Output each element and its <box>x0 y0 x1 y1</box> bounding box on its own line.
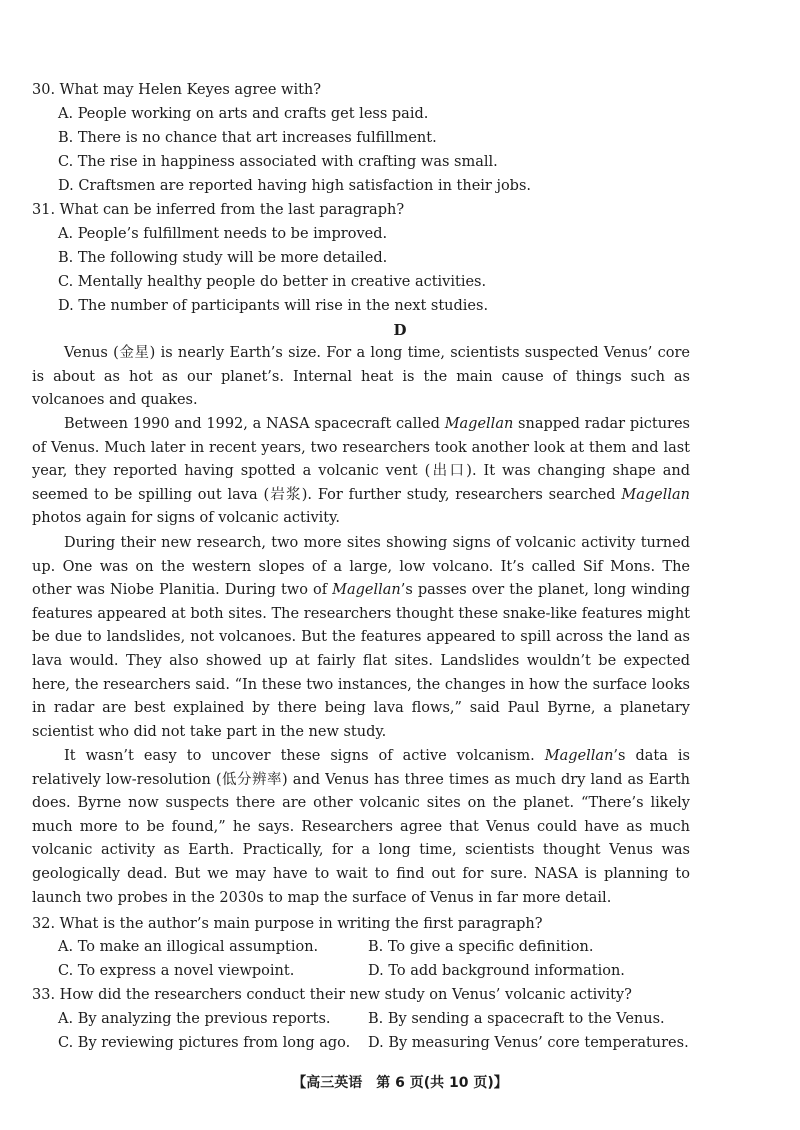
p4-italic-1: Magellan <box>544 748 614 764</box>
p2-italic-2: Magellan <box>621 486 690 503</box>
p2-text-2: snapped radar pictures of Venus. Much later in recent years, two researchers took another look at them and last year, they reported having spotted a volcanic vent (出口). It was changing shape and seemed to be spilling out lava (岩浆). For further study, researchers searched <box>32 416 690 503</box>
p4-text-1: It wasn’t easy to uncover these signs of active volcanism. <box>64 748 545 764</box>
section-title: D <box>393 321 407 339</box>
question-31-stem: 31. What can be inferred from the last paragraph? <box>32 202 405 218</box>
question-32-option-c: C. To express a novel viewpoint. <box>58 963 295 979</box>
question-30-stem: 30. What may Helen Keyes agree with? <box>32 82 322 98</box>
question-33-option-d: D. By measuring Venus’ core temperatures. <box>368 1035 689 1051</box>
question-31-option-c: C. Mentally healthy people do better in creative activities. <box>58 274 487 290</box>
question-30-option-b: B. There is no chance that art increases fulfillment. <box>58 130 437 146</box>
question-32-option-b: B. To give a specific definition. <box>368 939 594 955</box>
passage-paragraph-2 <box>32 413 690 531</box>
question-33-option-c: C. By reviewing pictures from long ago. <box>58 1035 351 1051</box>
p3-italic-1: Magellan <box>332 582 401 599</box>
question-32-option-a: A. To make an illogical assumption. <box>58 939 319 955</box>
p3-text-2: ’s passes over the planet, long winding features appeared at both sites. The researchers thought these snake-like features might be due to landslides, not volcanoes. But the features appeared to spill across the land as lava would. They also showed up at fairly flat sites. Landslides wouldn’t be expected here, the researchers said. “In these two instances, the changes in how the surface looks in radar are best explained by there being lava flows,” said Paul Byrne, a planetary scientist who did not take part in the new study. <box>32 582 690 740</box>
p2-text-1: Between 1990 and 1992, a NASA spacecraft called <box>64 416 445 432</box>
question-30-option-c: C. The rise in happiness associated with crafting was small. <box>58 154 498 170</box>
p4-text-2: ’s data is relatively low-resolution (低分辨率) and Venus has three times as much dry land as Earth does. Byrne now suspects there are other volcanic sites on the planet. “There’s likely much more to be found,” he says. Researchers agree that Venus could have as much volcanic activity as Earth. Practically, for a long time, scientists thought Venus was geologically dead. But we may have to wait to find out for sure. NASA is planning to launch two probes in the 2030s to map the surface of Venus in far more detail. <box>32 748 690 906</box>
question-33-option-a: A. By analyzing the previous reports. <box>58 1011 331 1027</box>
p2-text-3: photos again for signs of volcanic activity. <box>32 510 340 527</box>
question-32-stem: 32. What is the author’s main purpose in writing the first paragraph? <box>32 916 543 932</box>
question-30-option-d: D. Craftsmen are reported having high satisfaction in their jobs. <box>58 178 532 194</box>
p1-text: Venus (金星) is nearly Earth’s size. For a long time, scientists suspected Venus’ core is about as hot as our planet’s. Internal heat is the main cause of things such as volcanoes and quakes. <box>32 345 690 409</box>
passage-paragraph-1 <box>32 342 690 413</box>
question-31-option-a: A. People’s fulfillment needs to be improved. <box>58 226 388 242</box>
question-30-option-a: A. People working on arts and crafts get less paid. <box>58 106 429 122</box>
question-31-option-d: D. The number of participants will rise in the next studies. <box>58 298 489 314</box>
question-32-option-d: D. To add background information. <box>368 963 625 979</box>
page-footer: 【高三英语 第 6 页(共 10 页)】 <box>292 1075 508 1091</box>
question-31-option-b: B. The following study will be more detailed. <box>58 250 388 266</box>
passage-paragraph-3 <box>32 532 690 744</box>
p2-italic-1: Magellan <box>444 416 514 432</box>
question-33-option-b: B. By sending a spacecraft to the Venus. <box>368 1011 665 1027</box>
passage-paragraph-4 <box>32 745 690 910</box>
p3-text-1: During their new research, two more sites showing signs of volcanic activity turned up. One was on the western slopes of a large, low volcano. It’s called Sif Mons. The other was Niobe Planitia. During two of <box>32 535 690 599</box>
question-33-stem: 33. How did the researchers conduct their new study on Venus’ volcanic activity? <box>32 987 632 1003</box>
